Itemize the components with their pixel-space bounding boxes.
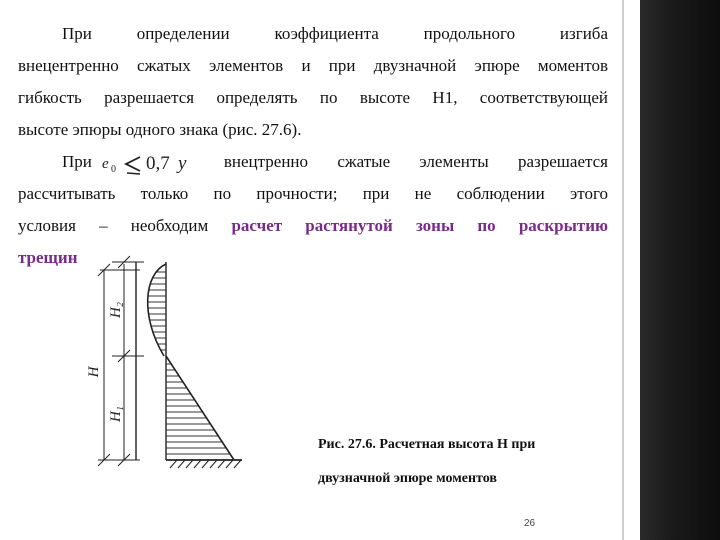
svg-text:0,7: 0,7 [145,153,170,175]
page-frame-line [622,0,624,540]
text-line [18,146,608,178]
lower-moment-line [166,356,234,460]
svg-text:0: 0 [110,164,116,176]
caption-line: двузначной эпюре моментов [318,471,497,486]
text-line [18,210,608,242]
dimension-label-h1: H₁ [108,405,124,423]
ground-hatch [170,460,241,468]
moment-diagram-figure [82,246,252,480]
text-line: рассчитывать только по прочности; при не соблюдении этого [18,184,608,203]
dimension-label-h2: H₂ [108,301,124,319]
formula-e0-condition [100,149,216,177]
page-number: 26 [524,518,536,529]
svg-text:y: y [177,153,187,175]
text-line: При определении коэффициента продольного изгиба [62,24,608,43]
text-line: высоте эпюры одного знака (рис. 27.6). [18,120,302,139]
text-start: При [62,152,92,171]
svg-text:e: e [101,156,109,173]
text-rest: внецтренно сжатые элементы разрешается [223,152,608,171]
text-line: внецентренно сжатых элементов и при двузначной эпюре моментов [18,56,608,75]
text-plain: условия – необходим [18,216,209,235]
caption-line: Рис. 27.6. Расчетная высота Н при [318,437,536,452]
highlighted-term: расчет растянутой зоны по раскрытию [231,216,608,235]
text-line: гибкость разрешается определять по высоте Н1, соответствующей [18,88,608,107]
dark-side-band [640,0,720,540]
dimension-label-h: H [86,366,102,378]
highlighted-term: трещин [18,248,78,267]
figure-caption [318,428,618,496]
document-text [18,18,608,274]
